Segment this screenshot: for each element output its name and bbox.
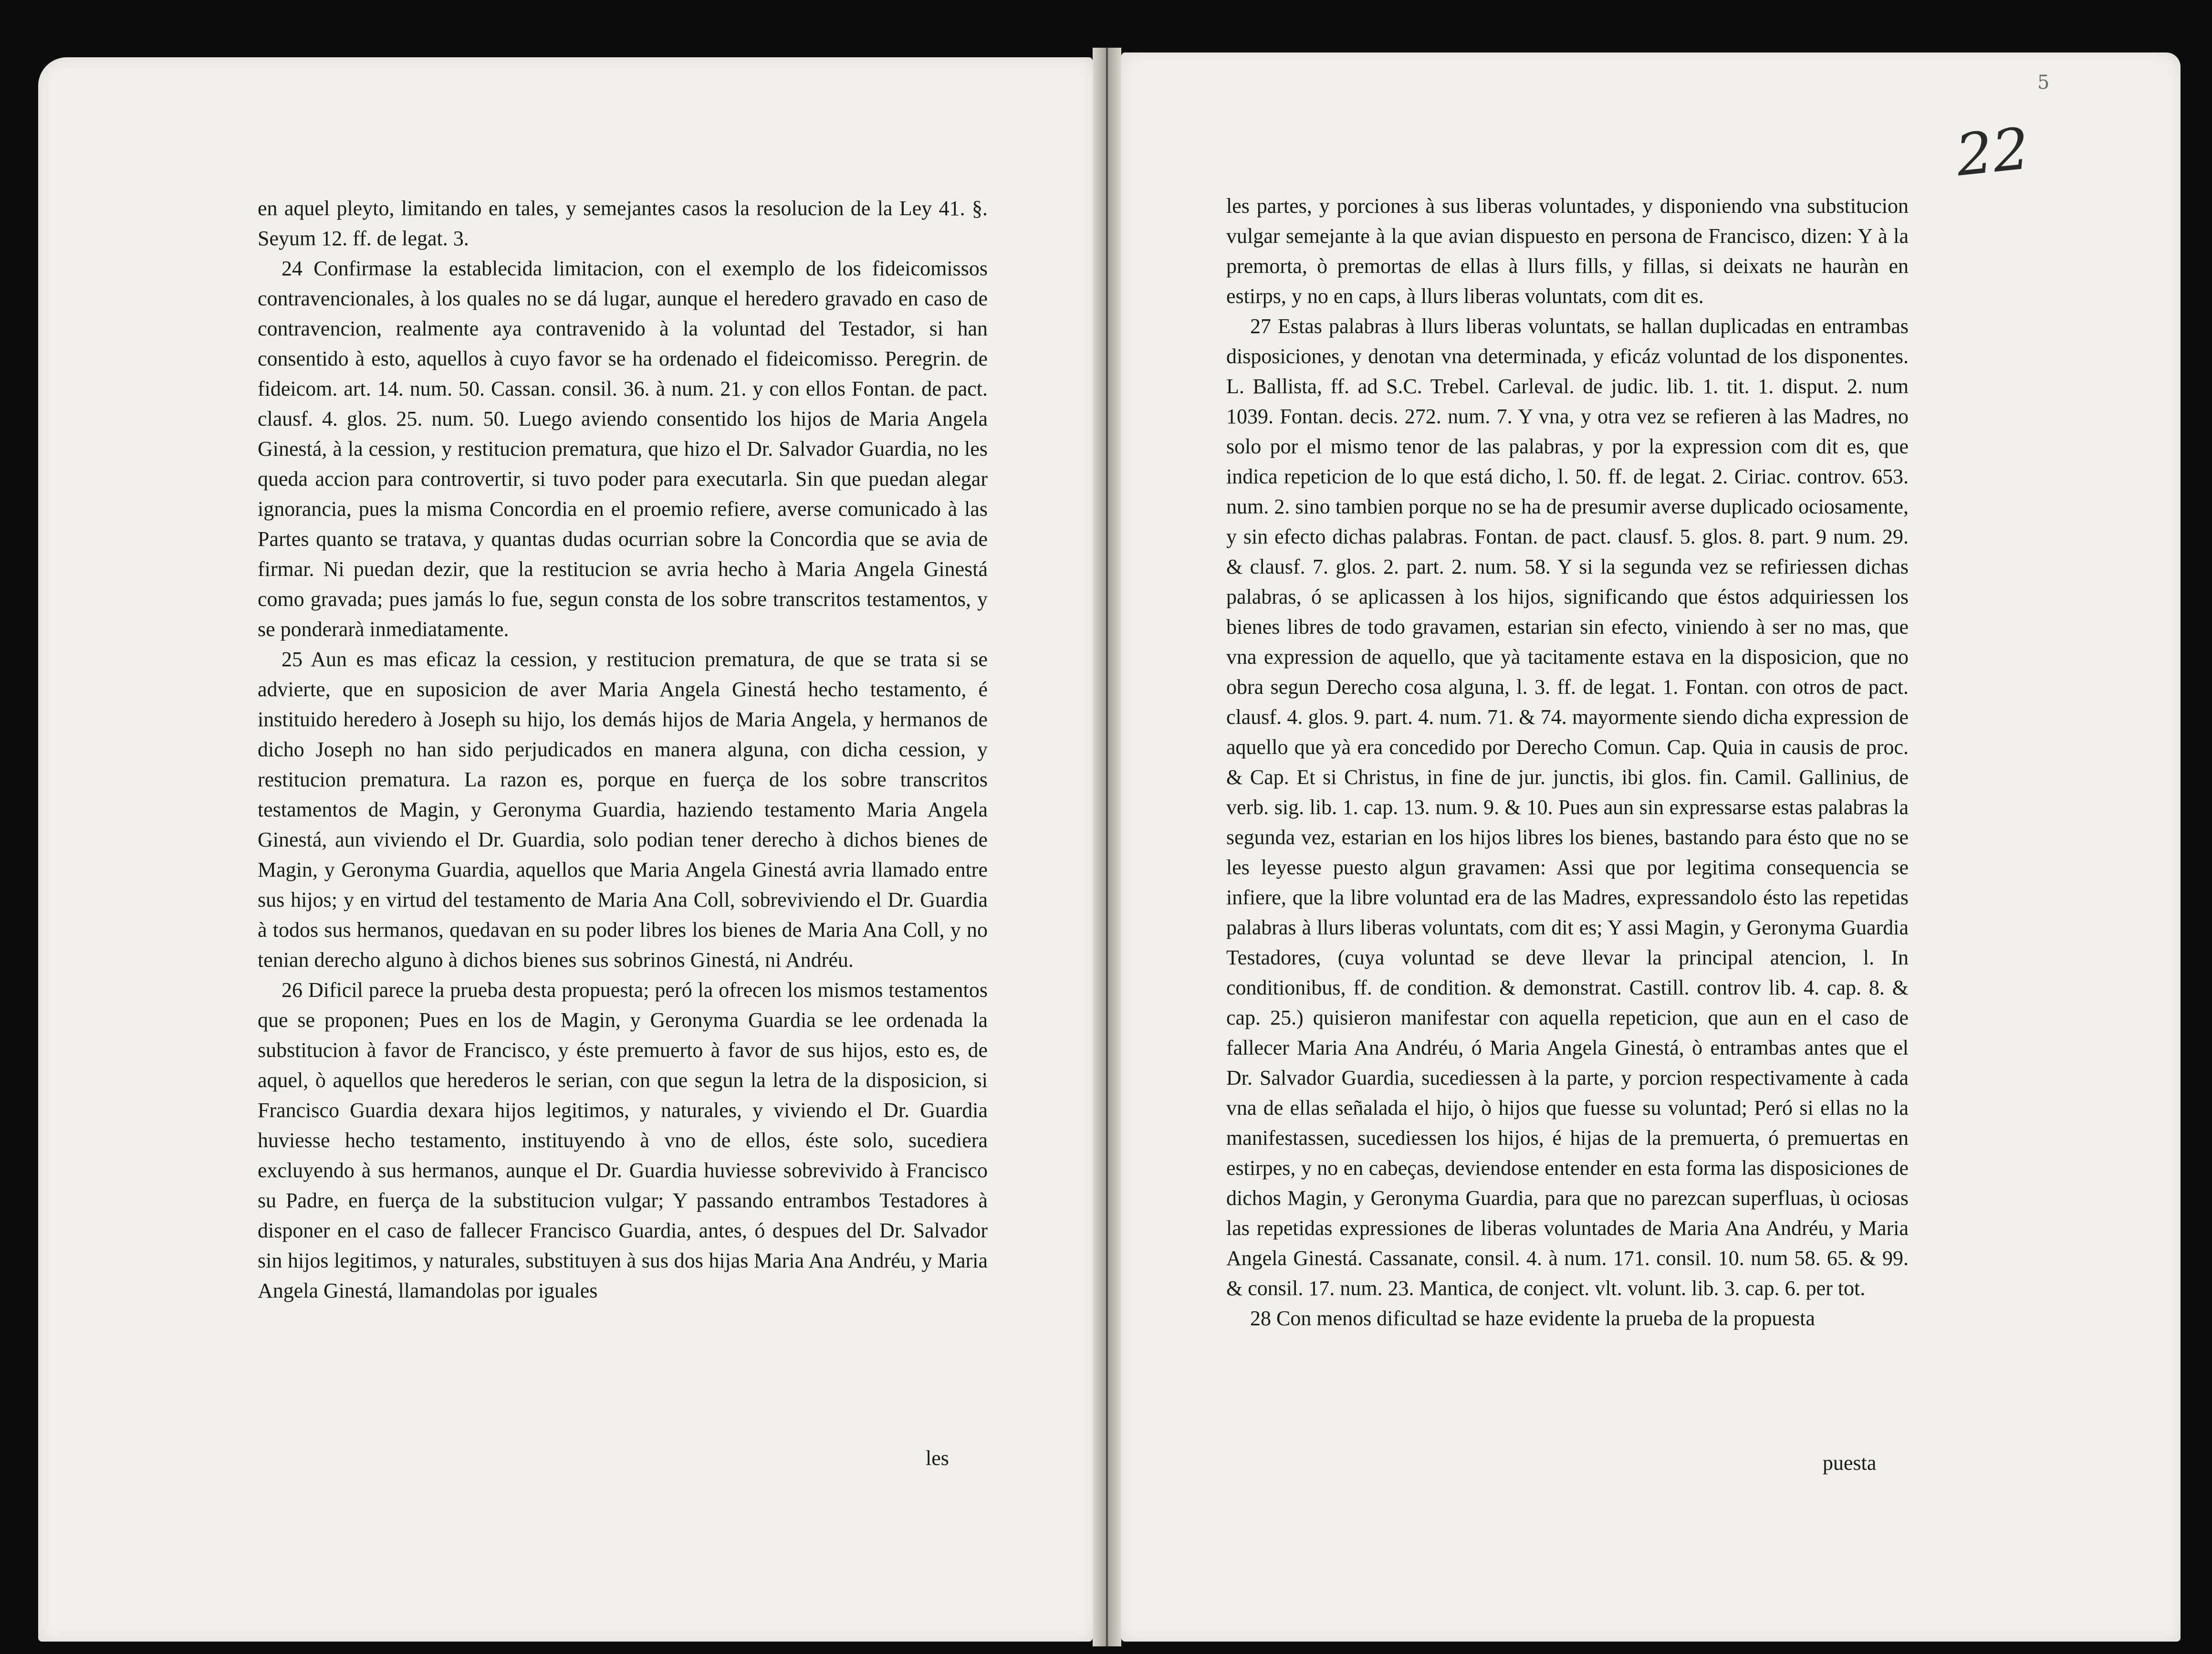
folio-number: 22 — [1953, 115, 2033, 189]
right-paragraph-26-end: les partes, y porciones à sus liberas voluntades, y disponiendo vna substitucion vulgar semejante à la que avian dispuesto en persona de Francisco, dizen: Y à la premorta, ò premortas de ellas à llurs fills, y fillas, si deixats ne hauràn en estirps, y no en caps, à llurs liberas voluntats, com dit es. — [1226, 194, 1909, 308]
right-catchword: puesta — [1823, 1451, 1877, 1475]
left-page-text — [258, 193, 988, 1306]
corner-mark: 5 — [2037, 72, 2050, 94]
left-catchword: les — [926, 1446, 949, 1470]
right-paragraph-28: 28 Con menos dificultad se haze evidente la prueba de la propuesta — [1250, 1307, 1815, 1330]
right-paragraph-27: 27 Estas palabras à llurs liberas voluntats, se hallan duplicadas en entrambas disposiciones, y denotan vna determinada, y eficáz voluntad de los disponentes. L. Ballista, ff. ad S.C. Trebel. Carleval. de judic. lib. 1. tit. 1. disput. 2. num 1039. Fontan. decis. 272. num. 7. Y vna, y otra vez se refieren à las Madres, no solo por el mismo tenor de las palabras, y por la expression com dit es, que indica repeticion de lo que está dicho, l. 50. ff. de legat. 2. Ciriac. controv. 653. num. 2. sino tambien porque no se ha de presumir averse duplicado ociosamente, y sin efecto dichas palabras. Fontan. de pact. clausf. 5. glos. 8. part. 9 num. 29. & clausf. 7. glos. 2. part. 2. num. 58. Y si la segunda vez se refiriessen dichas palabras, ó se aplicassen à los hijos, significando que éstos adquiriessen los bienes libres de todo gravamen, estarian sin efecto, viniendo à ser no mas, que vna expression de aquello, que yà tacitamente estava en la disposicion, que no obra segun Derecho cosa alguna, l. 3. ff. de legat. 1. Fontan. con otros de pact. clausf. 4. glos. 9. part. 4. num. 71. & 74. mayormente siendo dicha expression de aquello que yà era concedido por Derecho Comun. Cap. Quia in causis de proc. & Cap. Et si Christus, in fine de jur. junctis, ibi glos. fin. Camil. Gallinius, de verb. sig. lib. 1. cap. 13. num. 9. & 10. Pues aun sin expressarse estas palabras la segunda vez, estarian en los hijos libres los bienes, bastando para ésto que no se les leyesse puesto algun gravamen: Assi que por legitima consequencia se infiere, que la libre voluntad era de las Madres, expressandolo ésto las repetidas palabras à llurs liberas voluntats, com dit es; Y assi Magin, y Geronyma Guardia Testadores, (cuya voluntad se deve llevar la principal atencion, l. In conditionibus, ff. de condition. & demonstrat. Castill. controv lib. 4. cap. 8. & cap. 25.) quisieron manifestar con aquella repeticion, que aun en el caso de fallecer Maria Ana Andréu, ó Maria Angela Ginestá, ò entrambas antes que el Dr. Salvador Guardia, sucediessen à la parte, y porcion respectivamente à cada vna de ellas señalada el hijo, ò hijos que fuesse su voluntad; Peró si ellas no la manifestassen, sucediessen los hijos, é hijas de la premuerta, ó premuertas en estirpes, y no en cabeças, deviendose entender en esta forma las disposiciones de dichos Magin, y Geronyma Guardia, para que no parezcan superfluas, ù ociosas las repetidas expressiones de liberas voluntades de Maria Ana Andréu, y Maria Angela Ginestá. Cassanate, consil. 4. à num. 171. consil. 10. num 58. 65. & 99. & consil. 17. num. 23. Mantica, de conject. vlt. volunt. lib. 3. cap. 6. per tot. — [1226, 314, 1909, 1300]
left-paragraph-26: 26 Dificil parece la prueba desta propuesta; peró la ofrecen los mismos testamentos que se proponen; Pues en los de Magin, y Geronyma Guardia se lee ordenada la substitucion à favor de Francisco, y éste premuerto à favor de sus hijos, esto es, de aquel, ò aquellos que herederos le serian, con que segun la letra de la disposicion, si Francisco Guardia dexara hijos legitimos, y naturales, y viviendo el Dr. Guardia huviesse hecho testamento, instituyendo à vno de ellos, éste solo, sucediera excluyendo à sus hermanos, aunque el Dr. Guardia huviesse sobrevivido à Francisco su Padre, en fuerça de la substitucion vulgar; Y passando entrambos Testadores à disponer en el caso de fallecer Francisco Guardia, antes, ó despues del Dr. Salvador sin hijos legitimos, y naturales, substituyen à sus dos hijas Maria Ana Andréu, y Maria Angela Ginestá, llamandolas por iguales — [258, 978, 988, 1302]
book-gutter — [1093, 48, 1121, 1646]
left-paragraph-24: 24 Confirmase la establecida limitacion, con el exemplo de los fideicomissos contravencionales, à los quales no se dá lugar, aunque el heredero gravado en caso de contravencion, realmente aya contravenido à la voluntad del Testador, si han consentido à esto, aquellos à cuyo favor se ha ordenado el fideicomisso. Peregrin. de fideicom. art. 14. num. 50. Cassan. consil. 36. à num. 21. y con ellos Fontan. de pact. clausf. 4. glos. 25. num. 50. Luego aviendo consentido los hijos de Maria Angela Ginestá, à la cession, y restitucion prematura, que hizo el Dr. Salvador Guardia, no les queda accion para controvertir, si tuvo poder para executarla. Sin que puedan alegar ignorancia, pues la misma Concordia en el proemio refiere, averse comunicado à las Partes quanto se tratava, y quantas dudas ocurrian sobre la Concordia que se avia de firmar. Ni puedan dezir, que la restitucion se avria hecho à Maria Angela Ginestá como gravada; pues jamás lo fue, segun consta de los sobre transcritos testamentos, y se ponderarà inmediatamente. — [258, 257, 988, 641]
left-paragraph-23-end: en aquel pleyto, limitando en tales, y semejantes casos la resolucion de la Ley 41. §. Seyum 12. ff. de legat. 3. — [258, 197, 988, 250]
left-paragraph-25: 25 Aun es mas eficaz la cession, y restitucion prematura, de que se trata si se advierte, que en suposicion de aver Maria Angela Ginestá hecho testamento, é instituido heredero à Joseph su hijo, los demás hijos de Maria Angela, y hermanos de dicho Joseph no han sido perjudicados en manera alguna, con dicha cession, y restitucion prematura. La razon es, porque en fuerça de los sobre transcritos testamentos de Magin, y Geronyma Guardia, haziendo testamento Maria Angela Ginestá, aun viviendo el Dr. Guardia, solo podian tener derecho à dichos bienes de Magin, y Geronyma Guardia, aquellos que Maria Angela Ginestá avria llamado entre sus hijos; y en virtud del testamento de Maria Ana Coll, sobreviviendo el Dr. Guardia à todos sus hermanos, quedavan en su poder libres los bienes de Maria Ana Coll, y no tenian derecho alguno à dichos bienes sus sobrinos Ginestá, ni Andréu. — [258, 648, 988, 972]
right-page-text — [1226, 191, 1909, 1333]
